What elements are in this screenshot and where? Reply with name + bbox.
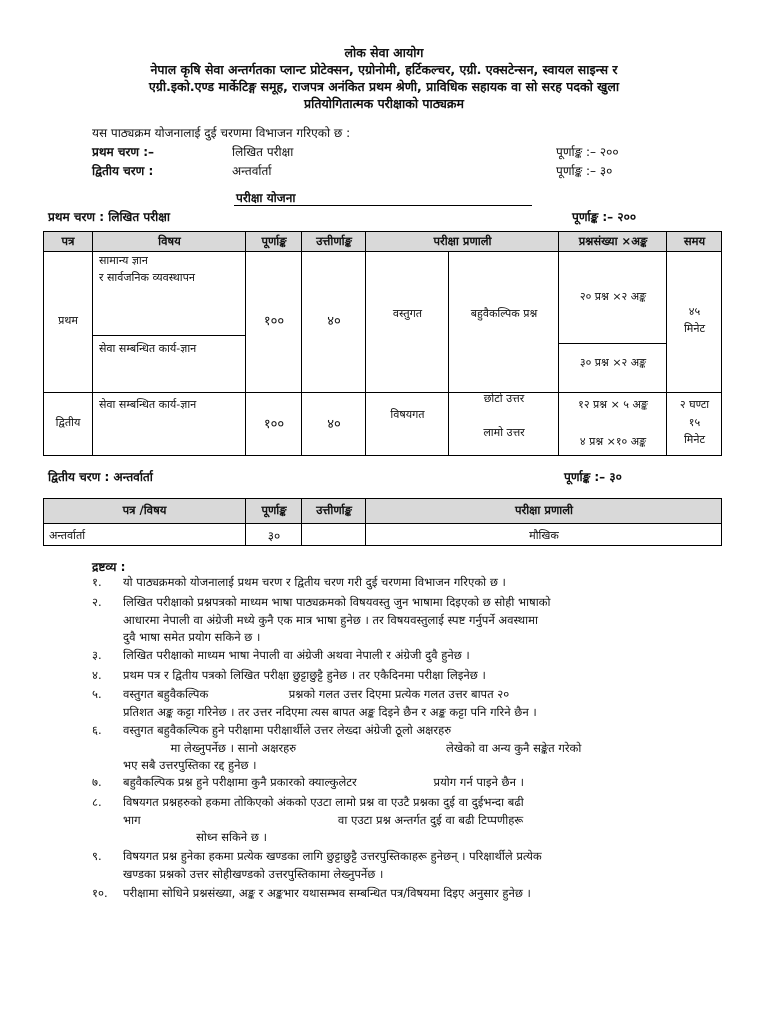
header-line-2: नेपाल कृषि सेवा अन्तर्गतका प्लान्ट प्रोटेक्सन, एग्रोनोमी, हर्टिकल्चर, एग्री. एक्सटेन्सन, स्वायल साइन्स र	[150, 62, 618, 77]
note-text-line: दुवै भाषा समेत प्रयोग सकिने छ ।	[123, 630, 261, 644]
paper2-questions-a: १२ प्रश्न × ५ अङ्क	[578, 398, 648, 411]
header-subject: विषय	[158, 234, 181, 248]
paper1-time-1: ४५	[688, 305, 701, 318]
note-text-line: विषयगत प्रश्न हुनेका हकमा प्रत्येक खण्डका लागि छुट्टाछुट्टै उत्तरपुस्तिकाहरू हुनेछन् । परिक्षार्थीले प्रत्येक	[123, 849, 542, 863]
paper2-time-3: मिनेट	[683, 433, 706, 446]
paper1-subject-a2: र सार्वजनिक व्यवस्थापन	[99, 271, 196, 284]
s2-header-subject: पत्र /विषय	[122, 503, 167, 517]
stage1-table	[43, 231, 722, 456]
note-number: ९.	[92, 849, 102, 863]
header-exam-system: परीक्षा प्रणाली	[433, 234, 492, 248]
note-number: ६.	[92, 723, 102, 737]
paper2-questions-b: ४ प्रश्न ×१० अङ्क	[579, 435, 647, 448]
stage2-label: द्वितीय चरण :	[92, 164, 154, 178]
header-pass-marks: उत्तीर्णाङ्क	[316, 234, 352, 248]
paper1-pass-marks: ४०	[327, 314, 341, 329]
note-number: ३.	[92, 648, 102, 662]
paper1-subject-a1: सामान्य ज्ञान	[99, 254, 148, 267]
paper1-time-2: मिनेट	[683, 322, 706, 335]
paper2-method-b: लामो उत्तर	[483, 426, 525, 439]
note-text-line: सोध्न सकिने छ ।	[123, 830, 267, 844]
paper1-name: प्रथम	[58, 314, 78, 327]
paper2-time-2: १५	[688, 416, 701, 429]
note-text-line: लिखित परीक्षाको माध्यम भाषा नेपाली वा अंग्रेजी अथवा नेपाली र अंग्रेजी दुवै हुनेछ ।	[123, 648, 470, 662]
stage1-table-title: प्रथम चरण : लिखित परीक्षा	[48, 210, 170, 224]
stage1-name: लिखित परीक्षा	[232, 145, 294, 159]
note-text-line: वस्तुगत बहुवैकल्पिक प्रश्नको गलत उत्तर दिएमा प्रत्येक गलत उत्तर बापत २०	[123, 687, 510, 701]
scheme-title-underline	[234, 205, 532, 206]
s2-row-subject: अन्तर्वार्ता	[49, 529, 86, 542]
note-text-line: बहुवैकल्पिक प्रश्न हुने परीक्षामा कुनै प्रकारको क्याल्कुलेटर प्रयोग गर्न पाइने छैन ।	[123, 775, 525, 789]
paper1-questions-a: २० प्रश्न ×२ अङ्क	[579, 290, 647, 303]
paper2-subject: सेवा सम्बन्धित कार्य-ज्ञान	[99, 398, 197, 411]
header-line-3: एग्री.इको.एण्ड मार्केटिङ्ग समूह, राजपत्र अनंकित प्रथम श्रेणी, प्राविधिक सहायक वा सो सरह पदको खुला	[148, 79, 620, 94]
note-text-line: विषयगत प्रश्नहरुको हकमा तोकिएको अंकको एउटा लामो प्रश्न वा एउटै प्रश्नका दुई वा दुईभन्दा बढी	[123, 795, 524, 809]
note-text-line: खण्डका प्रश्नको उत्तर सोहीखण्डको उत्तरपुस्तिकामा लेख्नुपर्नेछ ।	[123, 866, 384, 881]
stage2-table-title: द्वितीय चरण : अन्तर्वार्ता	[48, 470, 153, 484]
notes-title: द्रष्टव्य :	[92, 560, 126, 574]
note-number: ८.	[92, 795, 102, 809]
note-text-line: लिखित परीक्षाको प्रश्नपत्रको माध्यम भाषा पाठ्यक्रमको विषयवस्तु जुन भाषामा दिइएको छ सोही भाषाको	[123, 595, 551, 609]
note-text-line: प्रथम पत्र र द्वितीय पत्रको लिखित परीक्षा छुट्टाछुट्टै हुनेछ । तर एकैदिनमा परीक्षा लिइनेछ ।	[123, 668, 486, 682]
note-number: २.	[92, 595, 102, 609]
paper1-method: बहुवैकल्पिक प्रश्न	[470, 307, 538, 320]
stage2-table	[43, 498, 722, 546]
note-number: १.	[92, 575, 102, 589]
note-number: ७.	[92, 775, 102, 789]
paper1-subject-b: सेवा सम्बन्धित कार्य-ज्ञान	[99, 342, 197, 355]
note-text-line: मा लेख्नुपर्नेछ । सानो अक्षरहरु लेखेको वा अन्य कुनै सङ्केत गरेको	[123, 740, 582, 755]
s2-header-pass-marks: उत्तीर्णाङ्क	[316, 503, 352, 517]
stage1-table-marks: पूर्णाङ्क :– २००	[572, 210, 637, 224]
s2-header-full-marks: पूर्णाङ्क	[261, 503, 287, 517]
scheme-title: परीक्षा योजना	[236, 191, 296, 205]
paper2-method-a: छोटो उत्तर	[483, 392, 525, 405]
paper1-full-marks: १००	[263, 314, 285, 329]
s2-row-full-marks: ३०	[267, 529, 281, 543]
paper2-pass-marks: ४०	[327, 417, 341, 432]
note-text-line: भाग वा एउटा प्रश्न अन्तर्गत दुई वा बढी टिप्पणीहरू	[123, 812, 524, 827]
paper2-name: द्वितीय	[55, 416, 81, 429]
intro-text: यस पाठ्यक्रम योजनालाई दुई चरणमा विभाजन गरिएको छ :	[92, 126, 351, 140]
s2-row-method: मौखिक	[529, 529, 559, 542]
note-number: ४.	[92, 668, 102, 682]
note-number: ५.	[92, 687, 102, 701]
stage2-table-marks: पूर्णाङ्क :– ३०	[564, 470, 622, 484]
paper2-full-marks: १००	[263, 417, 285, 432]
note-text-line: यो पाठ्यक्रमको योजनालाई प्रथम चरण र द्वितीय चरण गरी दुई चरणमा विभाजन गरिएको छ ।	[123, 575, 506, 589]
paper2-type: विषयगत	[390, 408, 425, 421]
note-text-line: आधारमा नेपाली वा अंग्रेजी मध्ये कुनै एक मात्र भाषा हुनेछ । तर विषयवस्तुलाई स्पष्ट गर्नुपर्ने अवस्थामा	[123, 612, 538, 627]
paper1-questions-b: ३० प्रश्न ×२ अङ्क	[579, 356, 647, 369]
stage1-marks: पूर्णाङ्क :– २००	[556, 145, 619, 159]
stage2-marks: पूर्णाङ्क :– ३०	[556, 164, 613, 178]
note-number: १०.	[92, 886, 108, 900]
header-line-1: लोक सेवा आयोग	[344, 45, 424, 60]
header-full-marks: पूर्णाङ्क	[261, 234, 287, 248]
stage1-label: प्रथम चरण :–	[92, 145, 155, 159]
header-paper: पत्र	[61, 234, 75, 248]
header-time: समय	[683, 234, 706, 248]
s2-header-exam-system: परीक्षा प्रणाली	[514, 503, 574, 517]
stage2-name: अन्तर्वार्ता	[232, 164, 272, 178]
note-text-line: परीक्षामा सोधिने प्रश्नसंख्या, अङ्क र अङ्कभार यथासम्भव सम्बन्धित पत्र/विषयमा दिइए अनुसार हुनेछ ।	[123, 886, 531, 900]
paper2-time-1: २ घण्टा	[679, 398, 710, 411]
header-questions: प्रश्नसंख्या ×अङ्क	[578, 234, 648, 248]
header-line-4: प्रतियोगितात्मक परीक्षाको पाठ्यक्रम	[304, 96, 464, 111]
note-text-line: प्रतिशत अङ्क कट्टा गरिनेछ । तर उत्तर नदिएमा त्यस बापत अङ्क दिइने छैन र अङ्क कट्टा पनि गरिने छैन ।	[123, 704, 537, 719]
note-text-line: वस्तुगत बहुवैकल्पिक हुने परीक्षामा परीक्षार्थीले उत्तर लेख्दा अंग्रेजी ठूलो अक्षरहरु	[123, 723, 452, 737]
paper1-type: वस्तुगत	[392, 307, 423, 320]
note-text-line: भए सबै उत्तरपुस्तिका रद्द हुनेछ ।	[123, 758, 257, 772]
